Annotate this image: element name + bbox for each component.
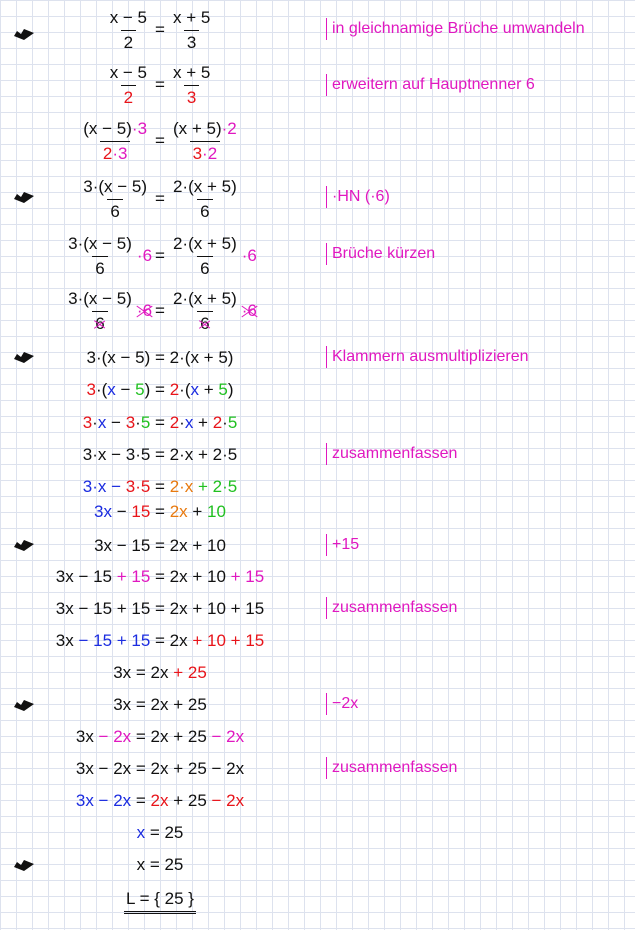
note-hn: ·HN (·6) [326, 186, 390, 208]
note-combine: zusammenfassen [326, 757, 457, 779]
equation-row: 3·(x − 5) = 2·(x + 5) [86, 348, 234, 367]
equation-row: 3x − 2x = 2x + 25 − 2x [75, 727, 245, 746]
equation-row: $\frac{x - 5}{2}$ = $\frac{x + 5}{3}$ [109, 62, 211, 107]
equation-row: x = 25 [136, 823, 184, 842]
equation-row: 3x − 2x = 2x + 25 − 2x [75, 791, 245, 810]
solution-set [0, 887, 320, 915]
equation-row: 3x − 15 = 2x + 10 [94, 536, 226, 555]
equation-row: $\frac{3\cdot(x - 5)}{6}$ = $\frac{2\cdot(x + 5)}{6}$ [83, 176, 237, 221]
note-convert: in gleichnamige Brüche umwandeln [326, 18, 585, 40]
equation-row: 3 · x − 3 · 5 = 2 · x + 2 · 5 [82, 413, 238, 432]
equation-row: $\frac{(x - 5)\cdot 3}{2\cdot 3}$ = $\frac{(x + 5)\cdot 2}{3\cdot 2}$ [83, 118, 237, 163]
equation-row: $\frac{x - 5}{2}$ = $\frac{x + 5}{3}$ [109, 7, 211, 52]
equation-row: 3x − 15 + 15 = 2x + 10 + 15 [55, 599, 265, 618]
note-combine: zusammenfassen [326, 597, 457, 619]
note-reduce: Brüche kürzen [326, 243, 435, 265]
equation-row: 3x − 15 + 15 = 2x + 10 + 15 [55, 631, 265, 650]
equation-row: 3·x − 3·5 = 2·x + 2·5 [82, 445, 238, 464]
note-multiply: Klammern ausmultiplizieren [326, 346, 529, 368]
solution-set-value: L = { 25 } [124, 889, 196, 914]
note-minus2x: −2x [326, 693, 358, 715]
equation-row: 3x − 15 = 2x + 10 [94, 502, 226, 521]
equation-row: x = 25 [136, 855, 184, 874]
equation-row: $\frac{3\cdot(x - 5)}{6}$ ·6 = $\frac{2\cdot(x + 5)}{6}$ ·6 [68, 233, 257, 278]
equation-row: 3x − 2x = 2x + 25 − 2x [75, 759, 245, 778]
note-expand: erweitern auf Hauptnenner 6 [326, 74, 535, 96]
note-plus15: +15 [326, 534, 359, 556]
equation-row: 3 ·( x − 5 ) = 2 ·( x + 5 ) [86, 380, 234, 399]
equation-row: $\frac{3\cdot(x - 5)}{6}$ ·6 = $\frac{2\cdot(x + 5)}{6}$ ·6 [68, 288, 257, 333]
equation-row: 3x = 2x + 25 [113, 695, 207, 714]
equation-row: 3x = 2x + 25 [113, 663, 207, 682]
note-combine: zusammenfassen [326, 443, 457, 465]
equation-row: 3x − 15 + 15 = 2x + 10 + 15 [55, 567, 265, 586]
equation-row: 3·x − 3·5 = 2·x + 2·5 [82, 477, 238, 496]
